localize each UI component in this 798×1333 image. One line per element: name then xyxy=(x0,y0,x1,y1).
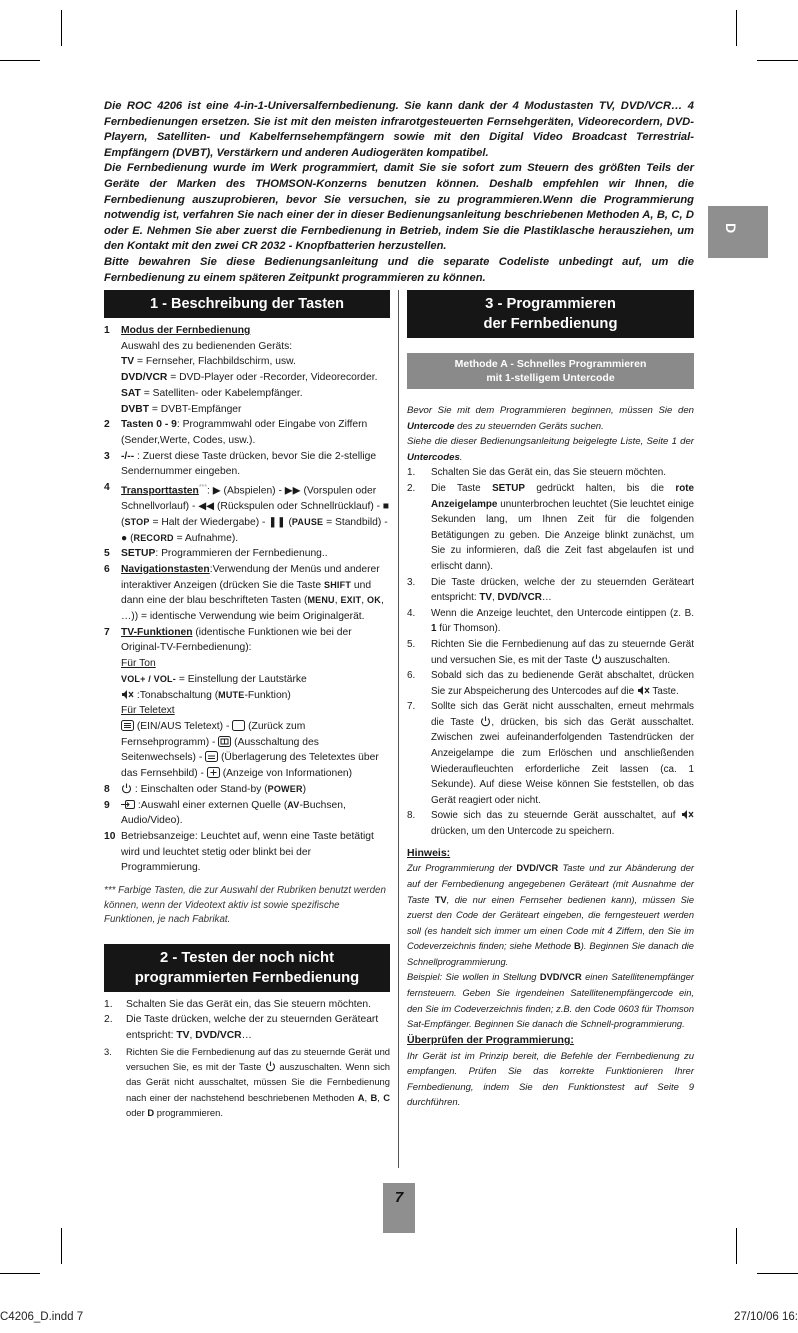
power-icon xyxy=(265,1061,276,1072)
mode-tv-label: TV xyxy=(121,356,135,368)
step-text: Richten Sie die Fernbedienung auf das zu steuernde Gerät und versuchen Sie, es mit der Taste xyxy=(431,638,694,666)
item-title: TV-Funktionen xyxy=(121,626,193,638)
method-a-title-line1: Methode A - Schnelles Programmieren xyxy=(454,358,647,370)
item-text: Auswahl des zu bedienenden Geräts: xyxy=(121,340,293,352)
step-text: auszuschalten. Wenn sich das Gerät nicht ausschaltet, müssen Sie die Fernbedienung nach einer der nachstehend beschriebenen Methoden xyxy=(126,1061,390,1103)
step-text: Die Taste drücken, welche der zu steuernden Geräteart entspricht: xyxy=(126,1014,379,1041)
list-item: 3. Richten Sie die Fernbedienung auf das zu steuernde Gerät und versuchen Sie, es mit der Taste auszuschalten. Wenn sich das Gerät nicht ausschaltet, müssen Sie die Fernbedienung nach einer der nachstehend beschriebenen Methoden A, B, C oder D programmieren. xyxy=(104,1045,391,1119)
ok-label: OK xyxy=(367,595,381,606)
print-slug-filename: C4206_D.indd 7 xyxy=(0,1311,84,1323)
item-number: 8 xyxy=(104,783,110,795)
item-text: : Programmieren der Fernbedienung.. xyxy=(155,548,328,560)
item-text: (Ausschaltung des Seitenwechsels) - xyxy=(121,736,319,764)
note-text: ). Beginnen Sie danach die Schnellprogrammierung. xyxy=(407,941,694,967)
method-c-label: C xyxy=(383,1091,391,1103)
intro-paragraph: Die Fernbedienung wurde im Werk programmiert, damit Sie sie sofort zum Steuern des größten Teils der Geräte der Marken des THOMSON-Konzerns benutzen können. Deshalb empfehlen wir Ihnen, die Fernbedienung auszuprobieren, bevor Sie versuchen, sie zu programmieren.Wenn die Programmierung notwendig ist, verfahren Sie nach einer der in dieser Bedienungsanleitung beschriebenen Methoden A, B, C, D oder E. Nehmen Sie aber zuerst die Fernbedienung in Betrieb, indem Sie die Plastiklasche herausziehen, um den Kontakt mit den zwei CR 2032 - Knopfbatterien herzustellen. xyxy=(104,162,694,253)
step-number: 5. xyxy=(407,638,416,650)
step-number: 3. xyxy=(104,1045,112,1057)
step-text: Richten Sie die Fernbedienung auf das zu steuernde Gerät und versuchen Sie, es mit der Taste xyxy=(126,1045,390,1073)
list-item: 6 Navigationstasten:Verwendung der Menüs und anderer interaktiver Anzeigen (drücken Sie die Taste SHIFT und dann eine der blau beschrifteten Tasten (MENU, EXIT, OK, …)) = identische Verwendung wie beim Originalgerät. xyxy=(104,563,384,623)
item-text: : Einschalten oder Stand-by ( xyxy=(132,783,268,795)
mode-dvd-label: DVD/VCR xyxy=(497,592,542,604)
list-item xyxy=(407,481,694,575)
mode-dvd-label: DVD/VCR xyxy=(195,1029,242,1041)
mode-sat-label: SAT xyxy=(121,387,141,399)
intro-text: des zu steuernden Geräts suchen. xyxy=(454,420,604,432)
item-number: 10 xyxy=(104,830,116,842)
list-item xyxy=(104,782,390,798)
item-number: 3 xyxy=(104,450,110,462)
column-divider xyxy=(398,290,399,1168)
step-text: oder xyxy=(126,1107,148,1119)
item-text: (identische Funktionen wie bei der Original-TV-Fernbedienung): xyxy=(121,626,352,654)
av-label: AV xyxy=(287,799,300,810)
list-item xyxy=(104,798,390,829)
item-title: Modus der Fernbedienung xyxy=(121,325,251,336)
item-text: :Auswahl einer externen Quelle ( xyxy=(135,799,288,811)
section-2-heading xyxy=(104,944,390,992)
step-text: gedrückt halten, bis die xyxy=(525,482,676,494)
list-item xyxy=(104,829,390,876)
item-title: Transporttasten xyxy=(121,485,199,497)
item-title: Tasten 0 - 9 xyxy=(121,419,177,431)
page-number: 7 xyxy=(394,1189,404,1206)
step-text: Die Taste xyxy=(431,482,493,494)
item-text: = Satelliten- oder Kabelempfänger. xyxy=(140,387,303,399)
item-text: = Einstellung der Lautstärke xyxy=(175,673,307,685)
step-text: drücken, um den Untercode zu speichern. xyxy=(431,826,615,838)
step-text: ununterbrochen leuchtet (Sie leuchtet einige Sekunden lang, um Ihnen Zeit für die folgenden Betätigungen zu geben. Die Anzeige blinkt zunächst, um Sie zu informieren, daß die Zeit fast abgelaufen ist und erlischt dann). xyxy=(431,498,694,572)
item-number: 5 xyxy=(104,548,110,560)
step-text: … xyxy=(241,1029,252,1041)
hold-icon xyxy=(218,736,231,747)
list-item xyxy=(407,808,694,839)
step-text: … xyxy=(541,592,552,604)
item-text: = Halt der Wiedergabe) - ❚❚ ( xyxy=(149,516,292,528)
stop-label: STOP xyxy=(124,516,150,527)
item-text: = Standbild) - ● ( xyxy=(121,516,388,544)
item-text: -Funktion) xyxy=(244,689,291,701)
note-text: , die nur einen Fernseher bedienen kann), müssen Sie zuerst den Code der Geräteart eingeben, die ferngesteuert werden soll (es handelt sich immer um einen Code mit 4 Ziffern, den Sie im Codeverzeichnis finden; siehe Methode xyxy=(407,894,695,952)
power-icon xyxy=(121,783,132,794)
step-text: , xyxy=(189,1029,196,1041)
shift-label: SHIFT xyxy=(324,579,352,590)
item-number: 4 xyxy=(104,482,110,494)
volume-label: VOL+ / VOL- xyxy=(121,673,176,684)
item-text: , …)) = identische Verwendung wie beim Originalgerät. xyxy=(121,595,384,623)
teletext-icon xyxy=(121,720,134,731)
crop-mark xyxy=(757,60,798,61)
mode-tv-label: TV xyxy=(176,1029,190,1041)
item-text: :Verwendung der Menüs und anderer interaktiver Anzeigen (drücken Sie die Taste xyxy=(121,563,380,591)
intro-text-bold: Untercode xyxy=(407,420,455,432)
tv-return-icon xyxy=(232,720,245,731)
check-text: Ihr Gerät ist im Prinzip bereit, die Befehle der Fernbedienung zu empfangen. Prüfen Sie das korrekte Funktionieren Ihrer Fernbedienung, indem Sie den Funktionstest auf Seite 9 durchführen. xyxy=(407,1050,694,1109)
list-item xyxy=(407,637,694,668)
section-3-title-line2: der Fernbedienung xyxy=(483,316,618,332)
crop-mark xyxy=(0,1273,40,1274)
record-label: RECORD xyxy=(133,532,174,543)
item-text: = DVD-Player oder -Recorder, Videorecorder. xyxy=(167,372,378,384)
check-heading: Überprüfen der Programmierung: xyxy=(407,1033,574,1046)
list-item xyxy=(407,699,694,808)
list-item xyxy=(407,606,694,637)
list-item xyxy=(104,997,390,1013)
step-number: 6. xyxy=(407,670,416,682)
menu-label: MENU xyxy=(307,595,335,606)
mode-dvd-label: DVD/VCR xyxy=(539,972,582,983)
footnote: *** Farbige Tasten, die zur Auswahl der Rubriken benutzt werden können, wenn der Videotext aktiv ist sowie spezifische Funktionen, je nach Fabrikat. xyxy=(104,885,386,926)
method-b-label: B xyxy=(574,941,581,952)
exit-label: EXIT xyxy=(340,595,362,606)
crop-mark xyxy=(757,1273,798,1274)
step-number: 2. xyxy=(407,482,416,494)
step-text: für Thomson). xyxy=(436,623,501,635)
key-list xyxy=(104,323,390,876)
item-number: 6 xyxy=(104,563,110,575)
crop-mark xyxy=(736,10,737,46)
mute-icon xyxy=(681,809,694,820)
subheading-sound: Für Ton xyxy=(121,658,156,670)
note-text: Zur Programmierung der xyxy=(407,863,517,874)
mode-dvd-label: DVD/VCR xyxy=(516,863,559,874)
list-item xyxy=(104,546,390,562)
item-text: Betriebsanzeige: Leuchtet auf, wenn eine Taste betätigt wird und leuchtet stetig oder blinkt bei der Programmierung. xyxy=(121,830,374,874)
list-item xyxy=(104,625,390,782)
print-slug-date: 27/10/06 16: xyxy=(734,1311,798,1323)
item-text: : ▶ (Abspielen) - ▶▶ (Vorspulen oder Schnellvorlauf) - ◀◀ (Rückspulen oder Schnellrücklauf) - ■ ( xyxy=(121,485,390,528)
list-item xyxy=(104,449,390,480)
item-text: und dann eine der blau beschrifteten Tasten ( xyxy=(121,579,372,607)
intro-text-bold: Untercodes xyxy=(407,451,460,463)
item-text: (Überlagerung des Teletextes über das Fernsehbild) - xyxy=(121,752,379,780)
step-text: Schalten Sie das Gerät ein, das Sie steuern möchten. xyxy=(126,998,371,1010)
input-source-icon xyxy=(121,799,135,810)
step-text: , drücken, bis sich das Gerät ausschaltet. Zwischen zwei aufeinanderfolgenden Tastendrücken der Anzeigelampe die zum Erlöschen und anschließenden Wiederaufleuchten erforderliche Zeit lassen (ca. 1 Sekunde). Auf diese Weise können Sie feststellen, ob das Gerät reagiert oder nicht. xyxy=(431,716,694,806)
step-number: 3. xyxy=(407,576,416,588)
left-column xyxy=(104,290,390,1121)
intro-text: . xyxy=(459,451,463,463)
list-item xyxy=(407,575,694,606)
power-icon xyxy=(480,716,491,727)
section-3-title-line1: 3 - Programmieren xyxy=(485,296,616,312)
page-number-box xyxy=(383,1183,415,1233)
item-text: (Zurück zum Fernsehprogramm) - xyxy=(121,721,306,748)
step-text: Sollte sich das Gerät nicht ausschalten, erneut mehrmals die Taste xyxy=(431,701,694,728)
info-icon xyxy=(207,767,220,778)
step-text: Taste. xyxy=(649,685,679,697)
item-title: SETUP xyxy=(121,548,156,560)
intro-text: Siehe die dieser Bedienungsanleitung beigelegte Liste, Seite 1 der xyxy=(407,436,694,448)
crop-mark xyxy=(61,10,62,46)
section-1-title: 1 - Beschreibung der Tasten xyxy=(150,296,344,312)
item-title: Navigationstasten xyxy=(121,563,210,575)
list-item xyxy=(104,417,390,448)
method-a-heading xyxy=(407,353,694,389)
step-text: programmieren. xyxy=(154,1107,223,1119)
item-text: (EIN/AUS Teletext) - xyxy=(134,721,233,732)
item-text: ) xyxy=(302,783,307,795)
power-label: POWER xyxy=(267,783,303,794)
step-number: 7. xyxy=(407,701,416,713)
step-number: 4. xyxy=(407,607,416,619)
item-text: = Aufnahme). xyxy=(173,532,239,544)
item-text: :Tonabschaltung ( xyxy=(134,689,219,701)
mode-dvbt-label: DVBT xyxy=(121,403,150,415)
hinweis-heading: Hinweis: xyxy=(407,846,451,859)
power-icon xyxy=(591,654,602,665)
item-text: = Fernseher, Flachbildschirm, usw. xyxy=(134,356,296,368)
crop-mark xyxy=(736,1228,737,1264)
mode-tv-label: TV xyxy=(434,894,447,905)
mode-tv-label: TV xyxy=(479,592,492,604)
step-text: , xyxy=(491,592,498,604)
list-item xyxy=(407,465,694,481)
step-text: Sobald sich das zu bedienende Gerät abschaltet, drücken Sie zur Abspeicherung des Untercodes auf die xyxy=(431,670,694,697)
step-number: 1. xyxy=(407,467,416,479)
hinweis-text xyxy=(407,861,694,1033)
step-text: Wenn die Anzeige leuchtet, den Untercode eintippen (z. B. xyxy=(431,607,694,619)
item-number: 9 xyxy=(104,799,110,811)
intro-text xyxy=(104,99,694,286)
subheading-teletext: Für Teletext xyxy=(121,705,175,717)
test-steps xyxy=(104,997,390,1121)
crop-mark xyxy=(61,1228,62,1264)
intro-paragraph: Bitte bewahren Sie diese Bedienungsanleitung und die separate Codeliste unbedingt auf, um die Fernbedienung zu einem späteren Zeitpunkt programmieren zu können. xyxy=(104,255,694,284)
language-tab-label: D xyxy=(723,222,740,234)
method-a-steps xyxy=(407,465,694,839)
section-1-heading xyxy=(104,290,390,318)
mute-label: MUTE xyxy=(218,689,245,700)
crop-mark xyxy=(0,60,40,61)
footnote-marker: *** xyxy=(198,484,208,492)
intro-paragraph: Die ROC 4206 ist eine 4-in-1-Universalfernbedienung. Sie kann dank der 4 Modustasten TV, DVD/VCR… 4 Fernbedienungen ersetzen. Sie ist mit den meisten infrarotgesteuerten Fernsehgeräten, Videorecordern, DVD-Playern, Satelliten- und Kabelfernsehempfängern sowie mit den Digital Video Broadcast Terrestrial-Empfängern (DVBT), Verstärkern und anderen Audiogeräten kompatibel. xyxy=(104,100,694,159)
item-text: : Zuerst diese Taste drücken, bevor Sie die 2-stellige Sendernummer eingeben. xyxy=(121,450,377,478)
method-a-title-line2: mit 1-stelligem Untercode xyxy=(486,372,615,384)
method-a-intro xyxy=(407,403,694,465)
item-text: -Buchsen, Audio/Video). xyxy=(121,799,346,827)
note-text: Taste und zur Abänderung der auf der Fernbedienung angegebenen Geräteart (mit Ausnahme der Taste xyxy=(407,863,694,905)
list-item xyxy=(407,668,694,699)
section-2-title-line2: programmierten Fernbedienung xyxy=(134,969,360,986)
mix-icon xyxy=(205,751,218,762)
step-text: Sowie sich das zu steuernde Gerät ausschaltet, auf xyxy=(431,810,681,822)
item-text: = DVBT-Empfänger xyxy=(149,403,242,415)
step-text: Schalten Sie das Gerät ein, das Sie steuern möchten. xyxy=(431,467,666,479)
step-number: 1. xyxy=(104,998,113,1010)
item-number: 2 xyxy=(104,419,110,431)
list-item xyxy=(104,323,390,417)
item-number: 1 xyxy=(104,325,110,336)
step-number: 2. xyxy=(104,1014,113,1026)
method-b-label: B xyxy=(370,1091,378,1103)
lamp-label: rote Anzeigelampe xyxy=(431,482,695,510)
pause-label: PAUSE xyxy=(291,516,324,527)
mode-dvd-label: DVD/VCR xyxy=(121,372,168,384)
setup-label: SETUP xyxy=(492,482,525,494)
example-text: einen Satellitenempfänger fernsteuern. Geben Sie irgendeinen Satellitenempfängercode ein, den Sie im Codeverzeichnis finden; z.B. den Code 0603 für Thomson Sat-Empfänger. Beginnen Sie danach die Schnell-programmierung. xyxy=(407,972,694,1030)
intro-text: Bevor Sie mit dem Programmieren beginnen, müssen Sie den xyxy=(407,405,694,416)
section-3-heading xyxy=(407,290,694,338)
item-text: (Anzeige von Informationen) xyxy=(219,768,353,780)
list-item xyxy=(104,1012,390,1043)
language-tab xyxy=(708,206,768,258)
item-text: : Programmwahl oder Eingabe von Ziffern (Sender,Werte, Codes, usw.). xyxy=(121,419,368,446)
method-a-label: A xyxy=(357,1091,365,1103)
mute-icon xyxy=(121,689,134,700)
method-d-label: D xyxy=(147,1107,155,1119)
example-text: Beispiel: Sie wollen in Stellung xyxy=(407,972,540,983)
section-2-title-line1: 2 - Testen der noch nicht xyxy=(159,949,335,966)
mute-icon xyxy=(637,685,650,696)
step-number: 8. xyxy=(407,810,416,822)
list-item xyxy=(104,480,390,546)
step-text: Die Taste drücken, welche der zu steuernden Geräteart entspricht: xyxy=(431,576,694,604)
right-column xyxy=(407,290,694,1111)
item-number: 7 xyxy=(104,626,110,638)
item-title: -/-- xyxy=(121,450,135,462)
step-text: auszuschalten. xyxy=(604,654,671,666)
subcode-example: 1 xyxy=(431,623,437,635)
